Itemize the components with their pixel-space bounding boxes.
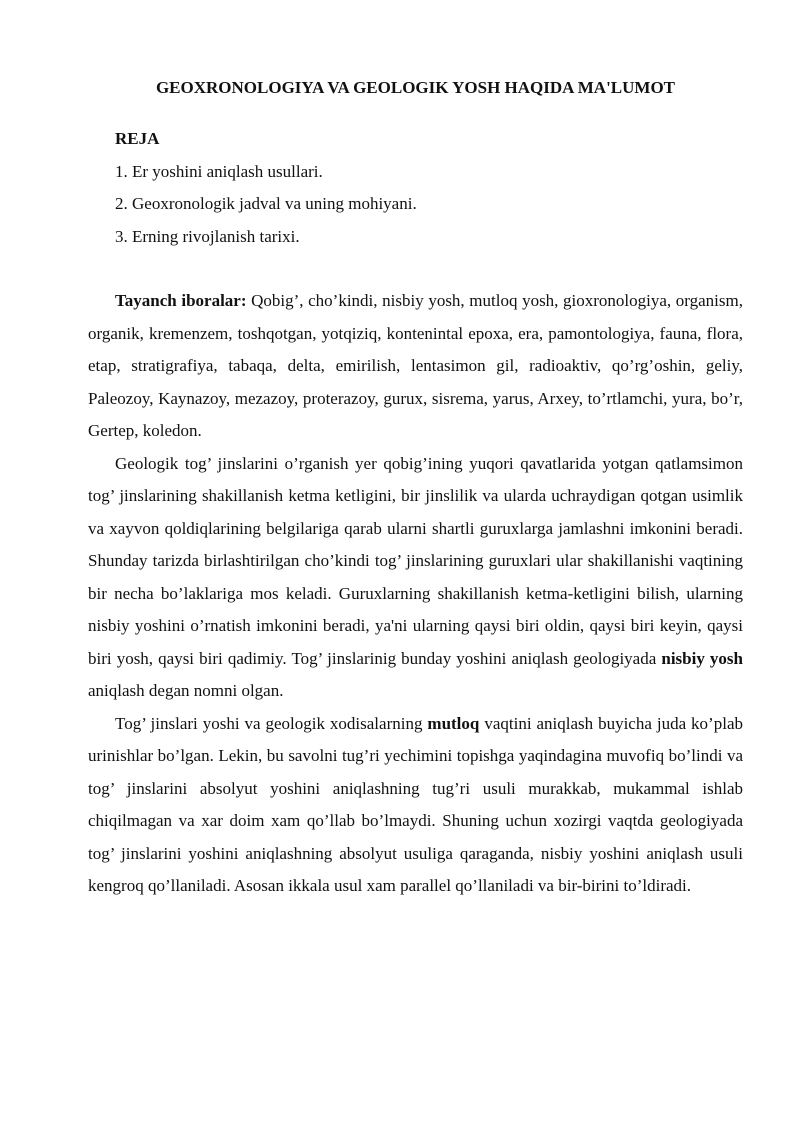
keywords-text: Qobig’, cho’kindi, nisbiy yosh, mutloq yosh, gioxronologiya, organism, organik, kremenzem, toshqotgan, yotqiziq, kontenintal epoxa, era, pamontologiya, fauna, flora, etap, stratigrafiya, tabaqa, delta, emirilish, lentasimon gil, radioaktiv, qo’rg’oshin, geliy, Paleozoy, Kaynazoy, mezazoy, proterazoy, gurux, sisrema, yarus, Arxey, to’rtlamchi, yura, bo’r, Gertep, koledon. <box>88 291 743 440</box>
paragraph-text: aniqlash degan nomni olgan. <box>88 681 284 700</box>
keywords-label: Tayanch iboralar: <box>115 291 247 310</box>
bold-term: mutloq <box>427 713 480 733</box>
plan-item: 1. Er yoshini aniqlash usullari. <box>115 161 323 181</box>
body-paragraph-2 <box>88 708 743 903</box>
keywords-paragraph <box>88 285 743 448</box>
paragraph-text: vaqtini aniqlash buyicha juda ko’plab urinishlar bo’lgan. Lekin, bu savolni tug’ri yechimini topishga yaqindagina muvofiq bo’lindi va tog’ jinslarini absolyut yoshini aniqlashning tug’ri usuli murakkab, mukammal ishlab chiqilmagan va xar doim xam qo’llab bo’lmaydi. Shuning uchun xozirgi vaqtda geologiyada tog’ jinslarini yoshini aniqlashning absolyut usuliga qaraganda, nisbiy yoshini aniqlash usuli kengroq qo’llaniladi. Asosan ikkala usul xam parallel qo’llaniladi va bir-birini to’ldiradi. <box>88 713 743 895</box>
paragraph-text: Geologik tog’ jinslarini o’rganish yer qobig’ining yuqori qavatlarida yotgan qatlamsimon tog’ jinslarining shakillanish ketma ketligini, bir jinslilik va ularda uchraydigan qotgan usimlik va xayvon qoldiqlarining belgilariga qarab ularni shartli guruxlarga jamlashni imkonini beradi. Shunday tarizda birlashtirilgan cho’kindi tog’ jinslarining guruxlari ular shakillanishi vaqtining bir necha bo’laklariga mos keladi. Guruxlarning shakillanish ketma-ketligini bilish, ularning nisbiy yoshini o’rnatish imkonini beradi, ya'ni ularning qaysi biri oldin, qaysi biri keyin, qaysi biri yosh, qaysi biri qadimiy. Tog’ jinslarinig bunday yoshini aniqlash geologiyada <box>88 453 743 668</box>
plan-section <box>88 123 743 253</box>
plan-item: 3. Erning rivojlanish tarixi. <box>115 226 300 246</box>
paragraph-text: Tog’ jinslari yoshi va geologik xodisalarning <box>115 713 428 733</box>
page-title: GEOXRONOLOGIYA VA GEOLOGIK YOSH HAQIDA MA'LUMOT <box>155 78 676 97</box>
plan-heading: REJA <box>115 129 160 148</box>
plan-item: 2. Geoxronologik jadval va uning mohiyani. <box>115 194 417 213</box>
body-paragraph-1 <box>88 448 743 708</box>
bold-term: nisbiy yosh <box>661 648 743 668</box>
